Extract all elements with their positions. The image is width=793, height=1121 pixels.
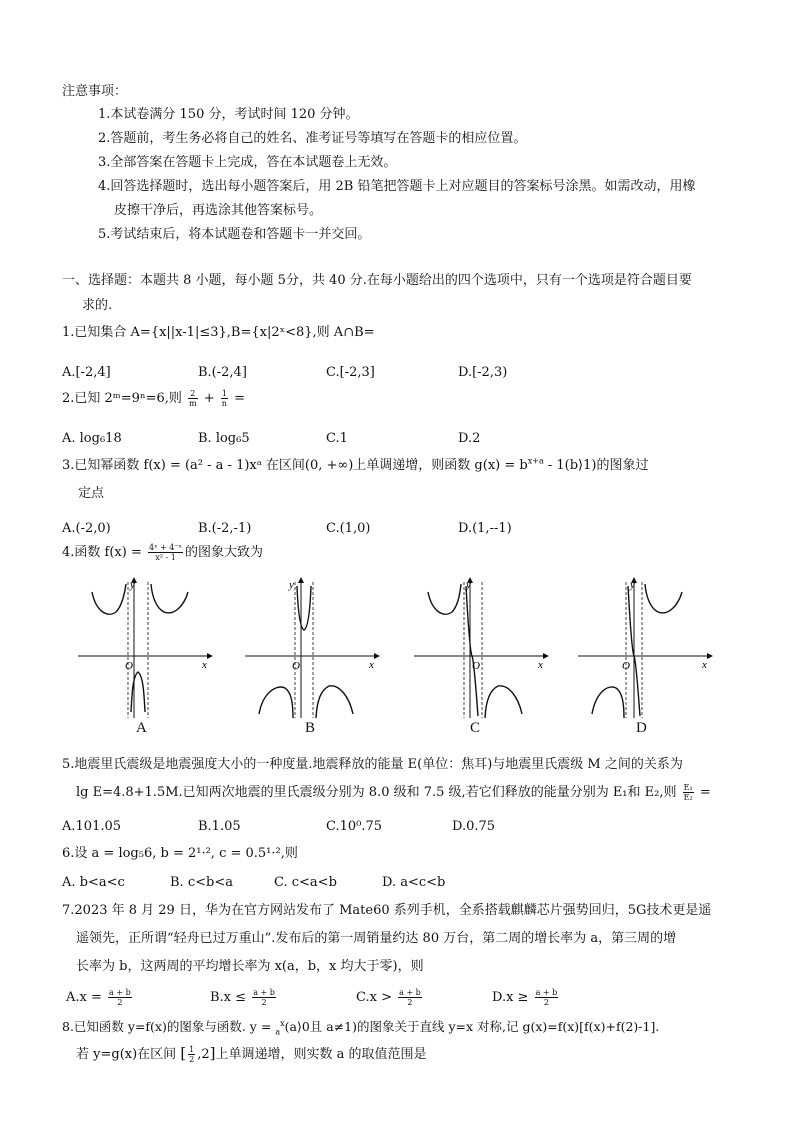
frac-num: a + b — [535, 988, 558, 997]
frac-den: 2 — [543, 998, 549, 1007]
section-heading: 一、选择题：本题共 8 小题，每小题 5分，共 40 分.在每小题给出的四个选项中，只有一个选项是符合题目要 — [62, 273, 692, 288]
x-label: x — [538, 659, 543, 671]
q4-stem-text: 4.函数 f(x) = — [62, 545, 142, 560]
graph-b — [245, 572, 385, 720]
graph-b-svg — [245, 572, 385, 720]
curve-middle — [297, 586, 311, 630]
q3-option-a: A.(-2,0) — [62, 521, 111, 536]
q2-f2-num: 1 — [221, 389, 227, 398]
graph-d-svg — [578, 572, 718, 720]
q5-num: E₁ — [683, 783, 693, 792]
y-label: y — [289, 579, 294, 591]
x-label: x — [369, 659, 374, 671]
q3-stem-tail: - 1(b⟩1)的图象过 — [543, 458, 649, 473]
curve-left — [592, 687, 624, 718]
q6-option-a: A. b<a<c — [62, 875, 125, 890]
q1-option-c: C.[-2,3] — [326, 365, 375, 380]
q3-stem-cont: 定点 — [78, 486, 105, 501]
q2-stem — [62, 389, 245, 408]
q3-option-c: C.(1,0) — [326, 521, 371, 536]
q2-f1-den: m — [189, 399, 197, 408]
q3-power — [519, 458, 543, 473]
q7-option-c-fraction — [398, 988, 422, 1007]
q5-stem-cont — [76, 783, 711, 802]
q8-interval-end: ,2 — [197, 1047, 210, 1062]
q3-option-b: B.(-2,-1) — [198, 521, 252, 536]
frac-den: 2 — [261, 998, 267, 1007]
graph-c — [414, 572, 554, 720]
frac-den: 2 — [117, 998, 123, 1007]
q3-option-d: D.(1,--1) — [458, 521, 512, 536]
q7-option-d-fraction — [535, 988, 559, 1007]
q5-den: E₂ — [683, 793, 693, 802]
q2-equals: = — [234, 391, 245, 406]
q5-option-a: A.101.05 — [62, 819, 122, 834]
q4-stem-tail: 的图象大致为 — [184, 545, 263, 560]
notice-item-4-cont: 皮擦干净后，再选涂其他答案标号。 — [114, 203, 323, 218]
curve-right — [485, 686, 522, 718]
origin-label: O — [292, 660, 300, 672]
q7-option-c — [356, 988, 424, 1007]
q8-power — [275, 1018, 285, 1037]
q2-fraction-1 — [188, 389, 198, 408]
q7-option-d — [492, 988, 560, 1007]
curve-left — [259, 687, 293, 718]
q7-option-c-text: C.x > — [356, 990, 392, 1005]
q7-option-d-text: D.x ≥ — [492, 990, 529, 1005]
q7-option-b — [210, 988, 278, 1007]
q6-option-b: B. c<b<a — [170, 875, 233, 890]
frac-num: a + b — [253, 988, 275, 997]
notice-item-1: 1.本试卷满分 150 分，考试时间 120 分钟。 — [98, 107, 359, 122]
q7-option-a-fraction — [108, 988, 132, 1007]
graph-c-svg — [414, 572, 554, 720]
q1-stem: 1.已知集合 A={x||x-1|≤3},B={x|2ˣ<8},则 A∩B= — [62, 325, 375, 340]
q2-option-b: B. log₆5 — [198, 431, 250, 446]
graph-a — [78, 572, 218, 720]
q8-stem-text: 8.已知函数 y=f(x)的图象与函数. y = — [62, 1019, 272, 1034]
q3-base: b — [519, 458, 528, 473]
q8-exponent: x — [280, 1018, 285, 1028]
q5-stem-text: lg E=4.8+1.5M.已知两次地震的里氏震级分别为 8.0 级和 7.5 级,若它们释放的能量分别为 E₁和 E₂,则 — [76, 785, 677, 800]
notice-item-3: 3.全部答案在答题卡上完成，答在本试题卷上无效。 — [98, 155, 397, 170]
curve-middle — [131, 672, 145, 712]
notice-item-4: 4.回答选择题时，选出每小题答案后，用 2B 铅笔把答题卡上对应题目的答案标号涂黑。如需改动，用橡 — [98, 179, 696, 194]
q2-f2-den: n — [221, 399, 227, 408]
q5-option-b: B.1.05 — [198, 819, 241, 834]
q7-stem: 7.2023 年 8 月 29 日，华为在官方网站发布了 Mate60 系列手机，全系搭载麒麟芯片强势回归，5G技术更是遥 — [62, 903, 712, 918]
q1-option-d: D.[-2,3) — [458, 365, 508, 380]
q2-plus: + — [203, 391, 215, 406]
x-label: x — [702, 659, 707, 671]
q7-option-a-text: A.x = — [66, 990, 102, 1005]
curve-right — [645, 584, 682, 613]
q8-stem-cont-tail: 上单调递增，则实数 a 的取值范围是 — [215, 1047, 427, 1062]
q3-stem-text: 3.已知幂函数 f(x) = (a² - a - 1)xᵃ 在区间(0, +∞)上单调递增，则函数 g(x) = — [62, 458, 516, 473]
q7-option-a — [66, 988, 134, 1007]
q4-num: 4ˣ + 4⁻ˣ — [149, 543, 182, 552]
notice-item-5: 5.考试结束后，将本试题卷和答题卡一并交回。 — [98, 227, 371, 242]
q5-equals: = — [699, 785, 711, 800]
notice-item-2: 2.答题前，考生务必将自己的姓名、准考证号等填写在答题卡的相应位置。 — [98, 131, 527, 146]
q4-fraction — [148, 543, 183, 562]
q2-stem-text: 2.已知 2ᵐ=9ⁿ=6,则 — [62, 391, 182, 406]
graph-d — [578, 572, 718, 720]
q7-stem-cont-2: 长率为 b，这两周的平均增长率为 x(a，b，x 均大于零)，则 — [76, 959, 424, 974]
q8-interval-den: 2 — [189, 1054, 195, 1064]
curve-left — [92, 584, 126, 614]
q6-stem: 6.设 a = log₅6, b = 2¹·², c = 0.5¹·²,则 — [62, 846, 298, 861]
q8-interval-num: 1 — [189, 1044, 195, 1054]
q8-stem — [62, 1018, 659, 1036]
q7-option-b-fraction — [252, 988, 276, 1007]
q1-option-a: A.[-2,4] — [62, 365, 111, 380]
y-label: y — [630, 579, 635, 591]
origin-label: O — [472, 660, 480, 672]
frac-den: 2 — [407, 998, 413, 1007]
q5-option-d: D.0.75 — [452, 819, 496, 834]
q7-option-b-text: B.x ≤ — [210, 990, 247, 1005]
origin-label: O — [622, 660, 630, 672]
x-label: x — [202, 659, 207, 671]
q8-stem-tail: (a⟩0且 a≠1)的图象关于直线 y=x 对称,记 g(x)=f(x)[f(x)+f(2)-1]. — [284, 1019, 660, 1034]
q5-option-c: C.10⁰.75 — [326, 819, 383, 834]
section-heading-cont: 求的. — [82, 298, 113, 313]
q2-f1-num: 2 — [188, 389, 198, 399]
q2-option-a: A. log₆18 — [62, 431, 122, 446]
graph-b-label: B — [305, 720, 316, 736]
q4-stem — [62, 543, 263, 562]
graph-c-label: C — [470, 720, 481, 736]
q6-option-d: D. a<c<b — [382, 875, 446, 890]
notice-title: 注意事项： — [62, 84, 128, 99]
q3-stem — [62, 457, 648, 475]
q8-stem-cont — [76, 1044, 427, 1064]
q5-stem: 5.地震里氏震级是地震强度大小的一种度量.地震释放的能量 E(单位：焦耳)与地震里氏震级 M 之间的关系为 — [62, 757, 683, 772]
q2-option-d: D.2 — [458, 431, 481, 446]
curve-right — [151, 584, 188, 613]
q8-stem-cont-text: 若 y=g(x)在区间 — [76, 1047, 177, 1062]
q5-fraction — [683, 783, 694, 802]
q8-interval: [ $\frac{1}{2}$ ,2] — [180, 1044, 216, 1064]
y-label: y — [130, 579, 135, 591]
q8-base: a — [275, 1027, 281, 1037]
curve-middle — [466, 586, 478, 716]
q6-option-c: C. c<a<b — [274, 875, 337, 890]
origin-label: O — [125, 660, 133, 672]
q2-fraction-2 — [221, 389, 228, 408]
y-label: y — [466, 579, 471, 591]
curve-left — [428, 584, 461, 614]
graph-d-label: D — [636, 720, 647, 736]
q8-interval-fraction — [188, 1045, 195, 1064]
graph-a-svg — [78, 572, 218, 720]
curve-right — [316, 686, 353, 718]
frac-num: a + b — [109, 988, 131, 997]
q2-option-c: C.1 — [326, 431, 348, 446]
q4-den: x² - 1 — [155, 553, 176, 562]
q1-option-b: B.(-2,4] — [198, 365, 247, 380]
q3-exponent: x+a — [527, 456, 544, 466]
q7-stem-cont-1: 遥领先，正所谓“轻舟已过万重山”.发布后的第一周销量约达 80 万台，第二周的增长率为 a，第三周的增 — [76, 931, 677, 946]
graph-a-label: A — [136, 720, 147, 736]
frac-num: a + b — [399, 988, 421, 997]
